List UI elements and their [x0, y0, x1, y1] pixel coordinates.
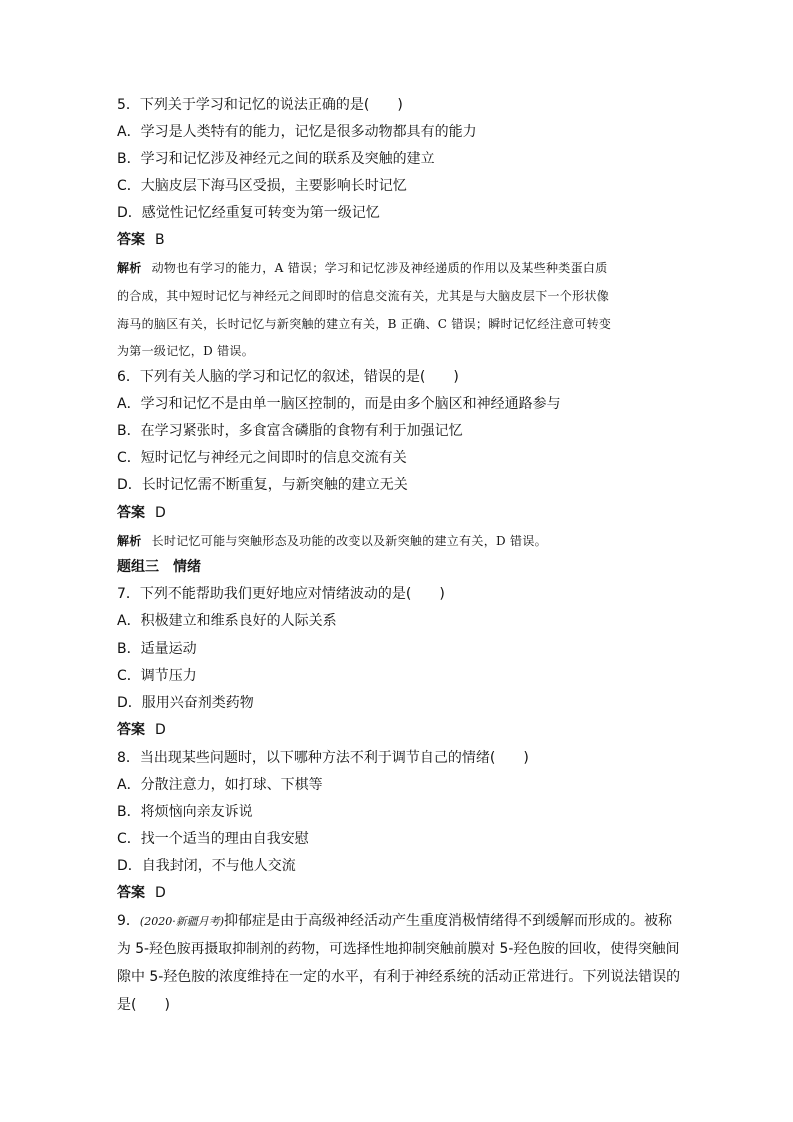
q9-line-1: [117, 911, 672, 932]
answer-label: 答案: [117, 885, 145, 901]
q7-stem: 7．下列不能帮助我们更好地应对情绪波动的是( ): [117, 586, 445, 602]
q6-answer-value: D: [155, 505, 166, 521]
q5-option-b: B．学习和记忆涉及神经元之间的联系及突触的建立: [117, 151, 435, 167]
q5-analysis-line-1: [117, 258, 608, 278]
q6-stem: 6．下列有关人脑的学习和记忆的叙述，错误的是( ): [117, 369, 459, 385]
q6-analysis-line-1: [117, 531, 547, 551]
q6-option-a: A．学习和记忆不是由单一脑区控制的，而是由多个脑区和神经通路参与: [117, 396, 561, 412]
q8-stem: 8．当出现某些问题时，以下哪种方法不利于调节自己的情绪( ): [117, 750, 529, 766]
q5-analysis-text-1: 动物也有学习的能力，A 错误；学习和记忆涉及神经递质的作用以及某些种类蛋白质: [151, 261, 608, 275]
q5-stem: 5．下列关于学习和记忆的说法正确的是( ): [117, 97, 403, 113]
q8-option-b: B．将烦恼向亲友诉说: [117, 804, 253, 820]
q7-option-c: C．调节压力: [117, 668, 197, 684]
q7-option-a: A．积极建立和维系良好的人际关系: [117, 613, 337, 629]
q5-option-a: A．学习是人类特有的能力，记忆是很多动物都具有的能力: [117, 124, 477, 140]
answer-label: 答案: [117, 505, 145, 521]
q7-option-d: D．服用兴奋剂类药物: [117, 695, 254, 711]
q6-analysis-text-1: 长时记忆可能与突触形态及功能的改变以及新突触的建立有关，D 错误。: [151, 534, 547, 548]
q6-option-b: B．在学习紧张时，多食富含磷脂的食物有利于加强记忆: [117, 423, 463, 439]
q5-option-d: D．感觉性记忆经重复可转变为第一级记忆: [117, 205, 380, 221]
q6-option-d: D．长时记忆需不断重复，与新突触的建立无关: [117, 477, 408, 493]
q5-answer: [117, 230, 165, 250]
q8-option-d: D．自我封闭，不与他人交流: [117, 858, 296, 874]
q9-line-2: 为 5-羟色胺再摄取抑制剂的药物，可选择性地抑制突触前膜对 5-羟色胺的回收，使得突触间: [117, 941, 680, 957]
q7-answer: [117, 720, 166, 740]
q9-line-4: 是( ): [117, 997, 170, 1013]
q7-option-b: B．适量运动: [117, 641, 197, 657]
q5-answer-value: B: [155, 232, 165, 248]
q5-option-c: C．大脑皮层下海马区受损，主要影响长时记忆: [117, 178, 407, 194]
q6-answer: [117, 503, 166, 523]
q8-answer-value: D: [155, 885, 166, 901]
q9-line-3: 隙中 5-羟色胺的浓度维持在一定的水平，有利于神经系统的活动正常进行。下列说法错误的: [117, 969, 681, 985]
q5-analysis-line-2: 的合成，其中短时记忆与神经元之间即时的信息交流有关，尤其是与大脑皮层下一个形状像: [117, 289, 610, 303]
q9-source: (2020·新疆月考): [139, 915, 224, 928]
q8-option-c: C．找一个适当的理由自我安慰: [117, 831, 309, 847]
q5-analysis-line-4: 为第一级记忆，D 错误。: [117, 344, 255, 358]
q7-answer-value: D: [155, 722, 166, 738]
analysis-label: 解析: [117, 534, 142, 548]
answer-label: 答案: [117, 232, 145, 248]
q9-number: 9．: [117, 913, 140, 929]
q8-option-a: A．分散注意力，如打球、下棋等: [117, 777, 323, 793]
group-heading: 题组三 情绪: [117, 559, 201, 575]
q9-text-1: 抑郁症是由于高级神经活动产生重度消极情绪得不到缓解而形成的。被称: [224, 913, 672, 929]
q5-analysis-line-3: 海马的脑区有关，长时记忆与新突触的建立有关，B 正确、C 错误；瞬时记忆经注意可转变: [117, 317, 612, 331]
answer-label: 答案: [117, 722, 145, 738]
analysis-label: 解析: [117, 261, 142, 275]
q6-option-c: C．短时记忆与神经元之间即时的信息交流有关: [117, 450, 407, 466]
q8-answer: [117, 883, 166, 903]
